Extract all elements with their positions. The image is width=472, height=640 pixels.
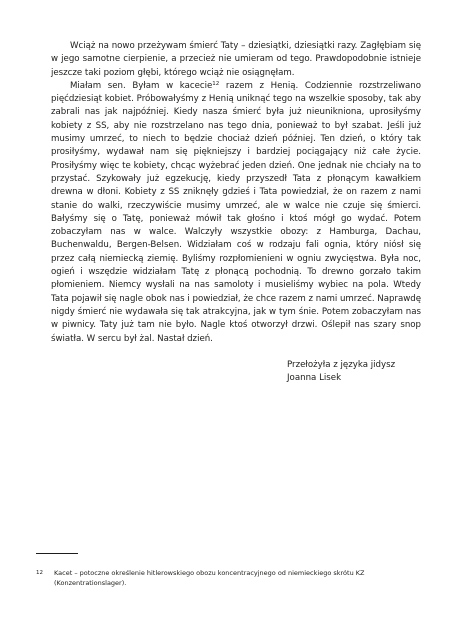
paragraph: Wciąż na nowo przeżywam śmierć Taty – dziesiątki, dziesiątki razy. Zagłębiam się w jego samotne cierpienie, a przecież nie umieram od tego. Prawdopodobnie istnieje jeszcze taki poziom głębi, którego wciąż nie osiągnęłam. [51, 41, 421, 78]
paragraph-text: razem z Henią. Codziennie rozstrzeliwano pięćdziesiąt kobiet. Próbowałyśmy z Henią uniknąć tego na wszelkie sposoby, tak aby zabrali nas jak najpóźniej. Kiedy nasza śmierć była już nieunikniona, uprosiłyśmy kobiety z SS, aby nie rozstrzelano nas tego dnia, ponieważ to był szabat. Jeśli już musimy umrzeć, to niech to będzie chociaż dzień później. Ten dzień, o który tak prosiłyśmy, wydawał nam się piękniejszy i bardziej pociągający niż całe życie. Prosiłyśmy więc te kobiety, chcąc wyżebrać jeden dzień. One jednak nie chciały na to przystać. Szykowały już egzekucję, kiedy przyszedł Tata z płonącym kawałkiem drewna w dłoni. Kobiety z SS zniknęły gdzieś i Tata powiedział, że on razem z nami stanie do walki, rzeczywiście musimy umrzeć, ale w walce nie czuje się śmierci. Bałyśmy się o Tatę, ponieważ mówił tak głośno i ktoś mógł go wydać. Potem zobaczyłam nas w walce. Walczyły wszystkie obozy: z Hamburga, Dachau, Buchenwaldu, Bergen-Belsen. Widziałam coś w rodzaju fali ognia, który niósł się przez całą niemiecką ziemię. Byliśmy rozpłomienieni w ogniu zwycięstwa. Była noc, ogień i wszędzie widziałam Tatę z płonącą pochodnią. To drewno gorzało takim płomieniem. Niemcy wysłali na nas samoloty i musieliśmy wybiec na pola. Wtedy Tata pojawił się nagle obok nas i powiedział, że chce razem z nami umrzeć. Naprawdę nigdy śmierć nie wydawała się tak atrakcyjna, jak w tym śnie. Potem zobaczyłam nas w piwnicy. Taty już tam nie było. Nagle ktoś otworzył drzwi. Oślepił nas szary snop światła. W sercu był żal. Nastał dzień. [51, 80, 421, 344]
paragraph [51, 80, 421, 346]
body-text [51, 40, 421, 346]
translator-line: Przełożyła z języka jidysz [287, 360, 396, 370]
footnote-number: 12 [36, 570, 43, 576]
footnote-text: Kacet – potoczne określenie hitlerowskiego obozu koncentracyjnego od niemieckiego skrótu KZ (Konzentrationslager). [54, 569, 365, 588]
footnote-reference[interactable]: 12 [212, 80, 220, 87]
translator-credit [287, 359, 437, 386]
paragraph-text: Miałam sen. Byłam w kacecie [70, 80, 213, 91]
translator-name: Joanna Lisek [287, 373, 342, 384]
footnote-separator [36, 553, 78, 554]
